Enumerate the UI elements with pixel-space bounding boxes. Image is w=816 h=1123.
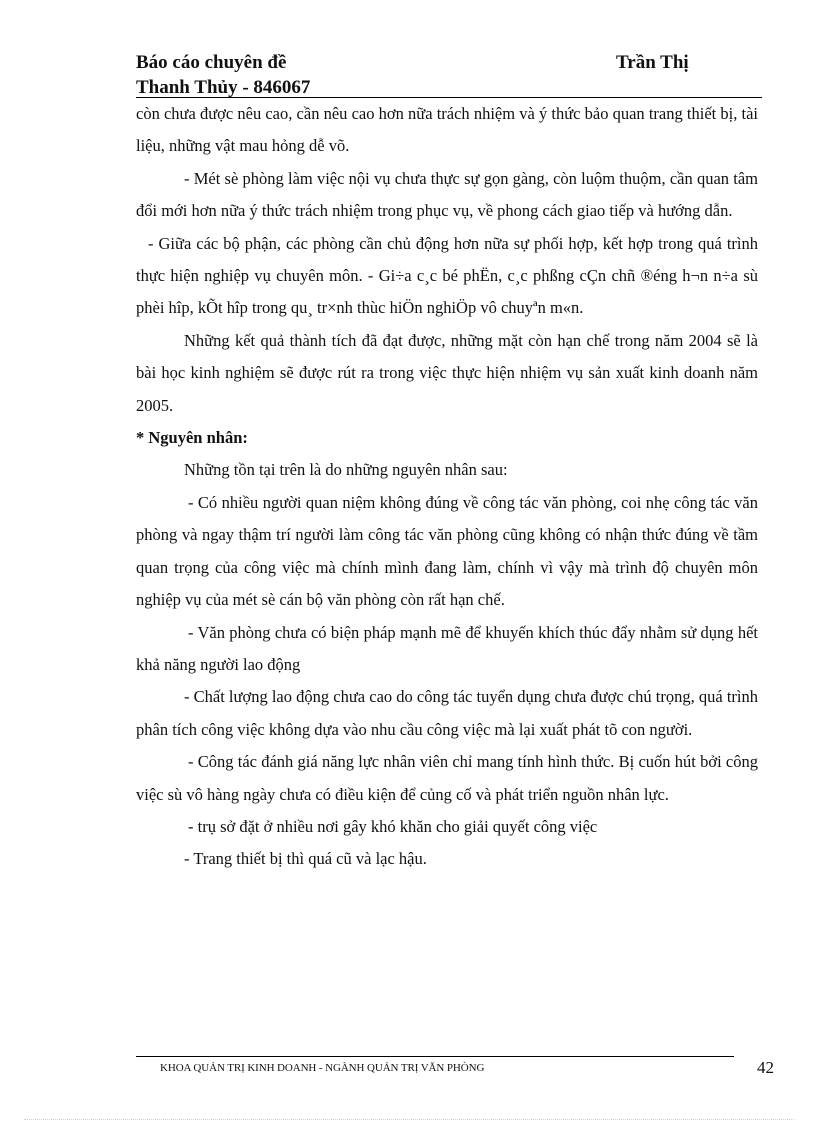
- page-number: 42: [757, 1058, 774, 1077]
- cause-item: - Chất lượng lao động chưa cao do công tác tuyển dụng chưa được chú trọng, quá trình phân tích công việc không dựa vào nhu cầu công việc mà lại xuất phát tõ con người.: [136, 687, 758, 739]
- cause-item: - Văn phòng chưa có biện pháp mạnh mẽ để khuyến khích thúc đẩy nhằm sử dụng hết khả năng người lao động: [136, 622, 758, 674]
- section-heading: * Nguyên nhân:: [136, 428, 248, 448]
- paragraph-summary: Những kết quả thành tích đã đạt được, những mặt còn hạn chế trong năm 2004 sẽ là bài học kinh nghiệm sẽ được rút ra trong việc thực hiện nhiệm vụ sản xuất kinh doanh năm 2005.: [136, 330, 758, 415]
- paragraph-continuation: còn chưa được nêu cao, cần nêu cao hơn nữa trách nhiệm và ý thức bảo quan trang thiết bị, tài liệu, những vật mau hỏng dễ võ.: [136, 104, 758, 156]
- cause-item: - trụ sở đặt ở nhiều nơi gây khó khăn cho giải quyết công việc: [188, 816, 598, 836]
- author-name-part1: Trần Thị: [616, 52, 689, 73]
- cause-intro: Những tồn tại trên là do những nguyên nhân sau:: [184, 460, 508, 480]
- footer-divider: [136, 1056, 734, 1057]
- document-body: [136, 98, 758, 876]
- paragraph-item: - Mét sè phòng làm việc nội vụ chưa thực sự gọn gàng, còn luộm thuộm, cần quan tâm đổi mới hơn nữa ý thức trách nhiệm trong phục vụ, về phong cách giao tiếp và hướng dẫn.: [136, 168, 758, 221]
- page-bottom-border: [24, 1119, 794, 1120]
- cause-item: - Công tác đánh giá năng lực nhân viên chỉ mang tính hình thức. Bị cuốn hút bởi công việc sù vô hàng ngày chưa có điều kiện để củng cố và phát triển nguồn nhân lực.: [136, 752, 758, 804]
- cause-item: - Có nhiều người quan niệm không đúng về công tác văn phòng, coi nhẹ công tác văn phòng và ngay thậm trí người làm công tác văn phòng cũng không có nhận thức đúng về tầm quan trọng của công việc mà chính mình đang làm, chính vì vậy mà trình độ chuyên môn nghiệp vụ của mét sè cán bộ văn phòng còn rất hạn chế.: [136, 492, 758, 610]
- footer-department: KHOA QUẢN TRỊ KINH DOANH - NGÀNH QUẢN TRỊ VĂN PHÒNG: [160, 1062, 485, 1074]
- author-name-part2: Thanh Thủy - 846067: [136, 77, 311, 98]
- cause-item: - Trang thiết bị thì quá cũ và lạc hậu.: [184, 849, 427, 869]
- paragraph-item: - Giữa các bộ phận, các phòng cần chủ động hơn nữa sự phối hợp, kết hợp trong quá trình thực hiện nghiệp vụ chuyên môn. - Gi÷a c¸c bé phËn, c¸c phßng cÇn chñ ®éng h¬n n÷a sù phèi hîp, kÕt hîp trong qu¸ tr×nh thùc hiÖn nghiÖp vô chuyªn m«n.: [136, 233, 758, 318]
- report-title: Báo cáo chuyên đề: [136, 52, 287, 73]
